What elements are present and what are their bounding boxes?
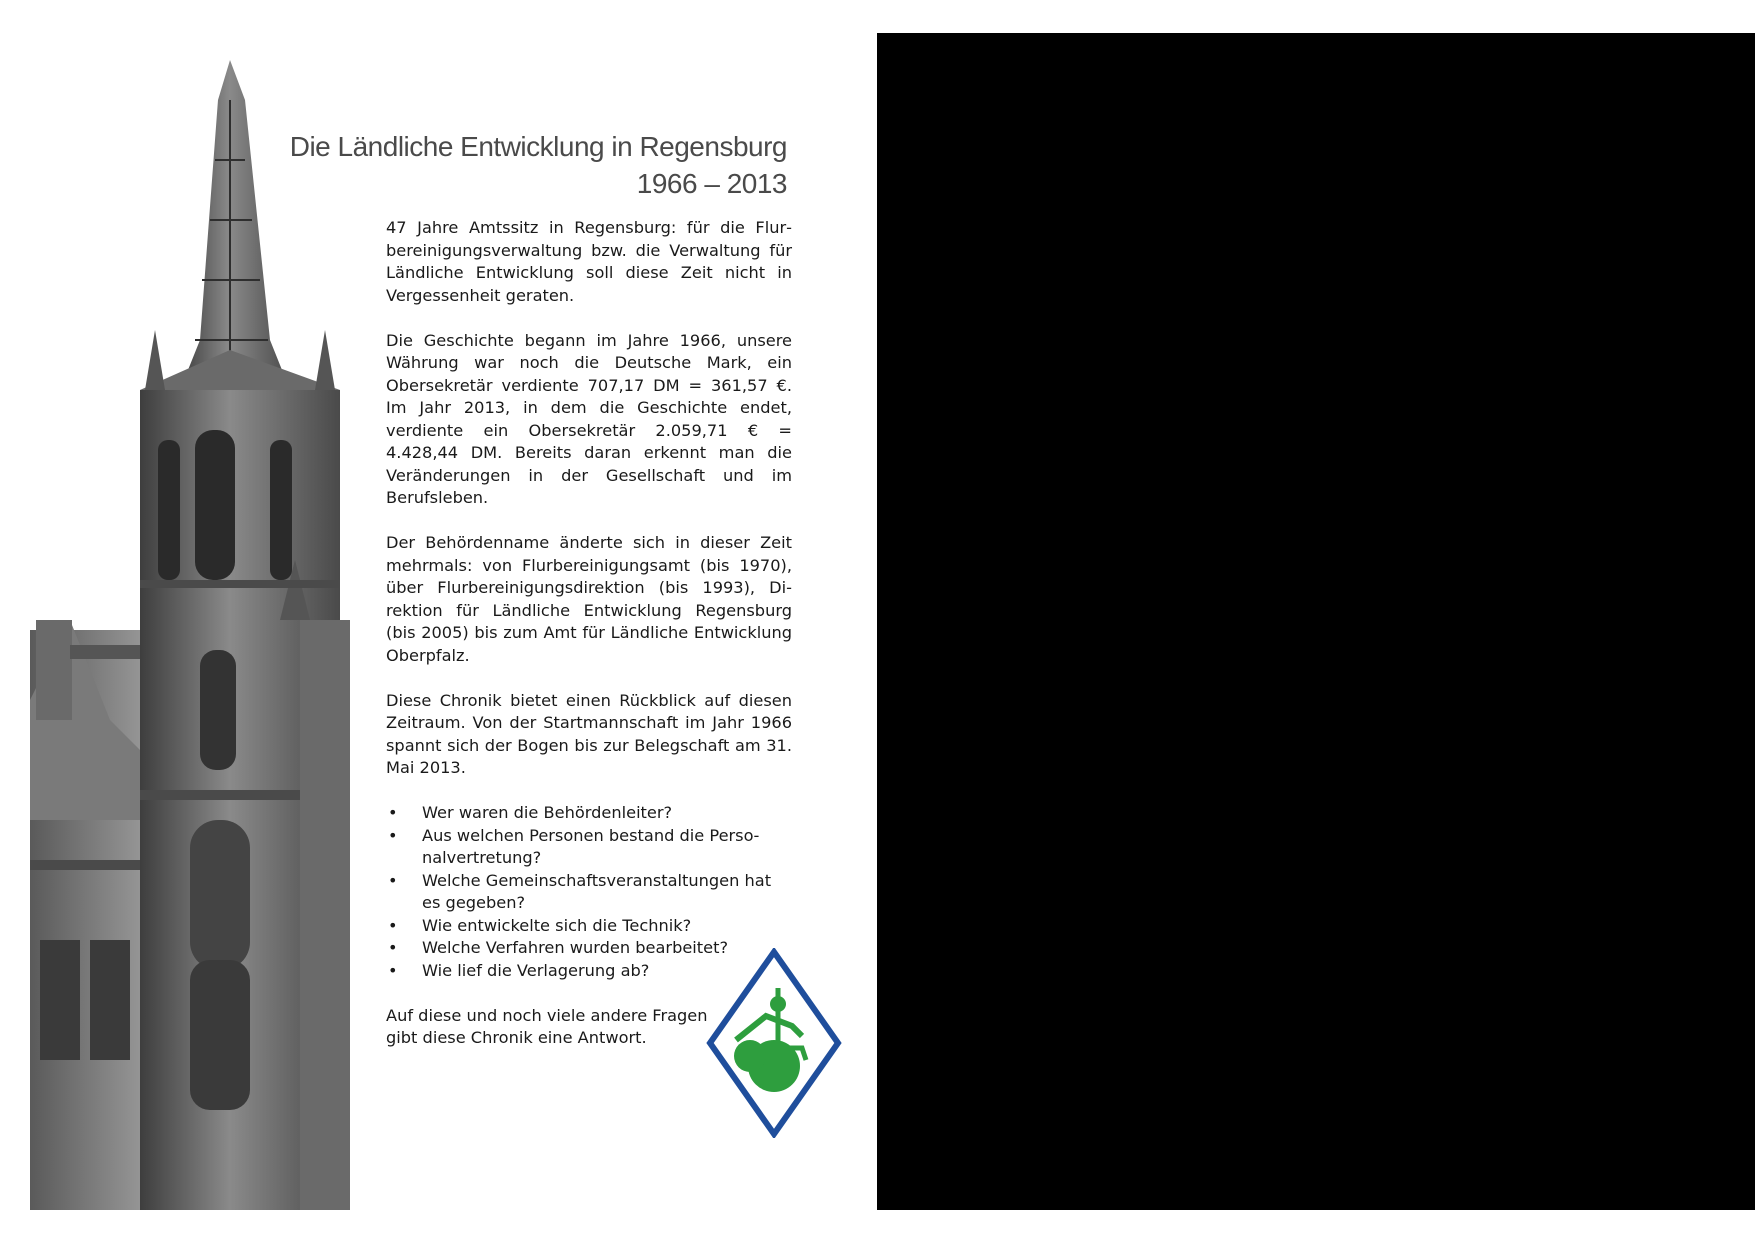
right-page-blank <box>877 33 1755 1210</box>
paragraph: Der Behördenname änderte sich in dieser Zeit mehrmals: von Flurbereinigungsamt (bis 1970), über Flurbereinigungsdirektion (bis 1993), Direktion für Ländliche Entwicklung Regensburg (bis 2005) bis zum Amt für Ländliche Entwicklung Oberpfalz. <box>386 533 792 665</box>
page-title <box>227 128 787 202</box>
left-page <box>0 0 877 1241</box>
list-item: • Welche Gemeinschaftsveranstaltungen hat es gegeben? <box>386 870 792 915</box>
paragraph: 47 Jahre Amtssitz in Regensburg: für die Flurbereinigungsverwaltung bzw. die Verwaltung für Ländliche Entwicklung soll diese Zeit nicht in Vergessenheit geraten. <box>386 218 792 305</box>
paragraph: Diese Chronik bietet einen Rückblick auf diesen Zeitraum. Von der Startmannschaft im Jahr 1966 spannt sich der Bogen bis zur Belegschaft am 31. Mai 2013. <box>386 690 792 777</box>
list-item: • Wer waren die Behördenleiter? <box>386 802 792 825</box>
closing-paragraph: Auf diese und noch viele andere Fragen gibt diese Chronik eine Antwort. <box>386 1005 708 1047</box>
body-text <box>386 217 792 1072</box>
list-item: • Wie lief die Verlagerung ab? <box>386 960 792 983</box>
paragraph: Die Geschichte begann im Jahre 1966, unsere Währung war noch die Deutsche Mark, ein Obersekretär verdiente 707,17 DM = 361,57 €. Im Jahr 2013, in dem die Geschichte endet, verdiente ein Obersekretär 2.059,71 € = 4.428,44 DM. Bereits daran erkennt man die Veränderungen in der Gesellschaft und im Berufsleben. <box>386 330 792 507</box>
laendliche-entwicklung-logo <box>706 948 842 1138</box>
list-item: • Welche Verfahren wurden bearbeitet? <box>386 937 792 960</box>
list-item: • Wie entwickelte sich die Technik? <box>386 915 792 938</box>
title-line-2: 1966 – 2013 <box>636 168 787 199</box>
title-line-1: Die Ländliche Entwicklung in Regensburg <box>289 131 787 162</box>
list-item: • Aus welchen Personen bestand die Personalvertretung? <box>386 825 792 870</box>
cathedral-tower-illustration <box>30 60 390 1210</box>
